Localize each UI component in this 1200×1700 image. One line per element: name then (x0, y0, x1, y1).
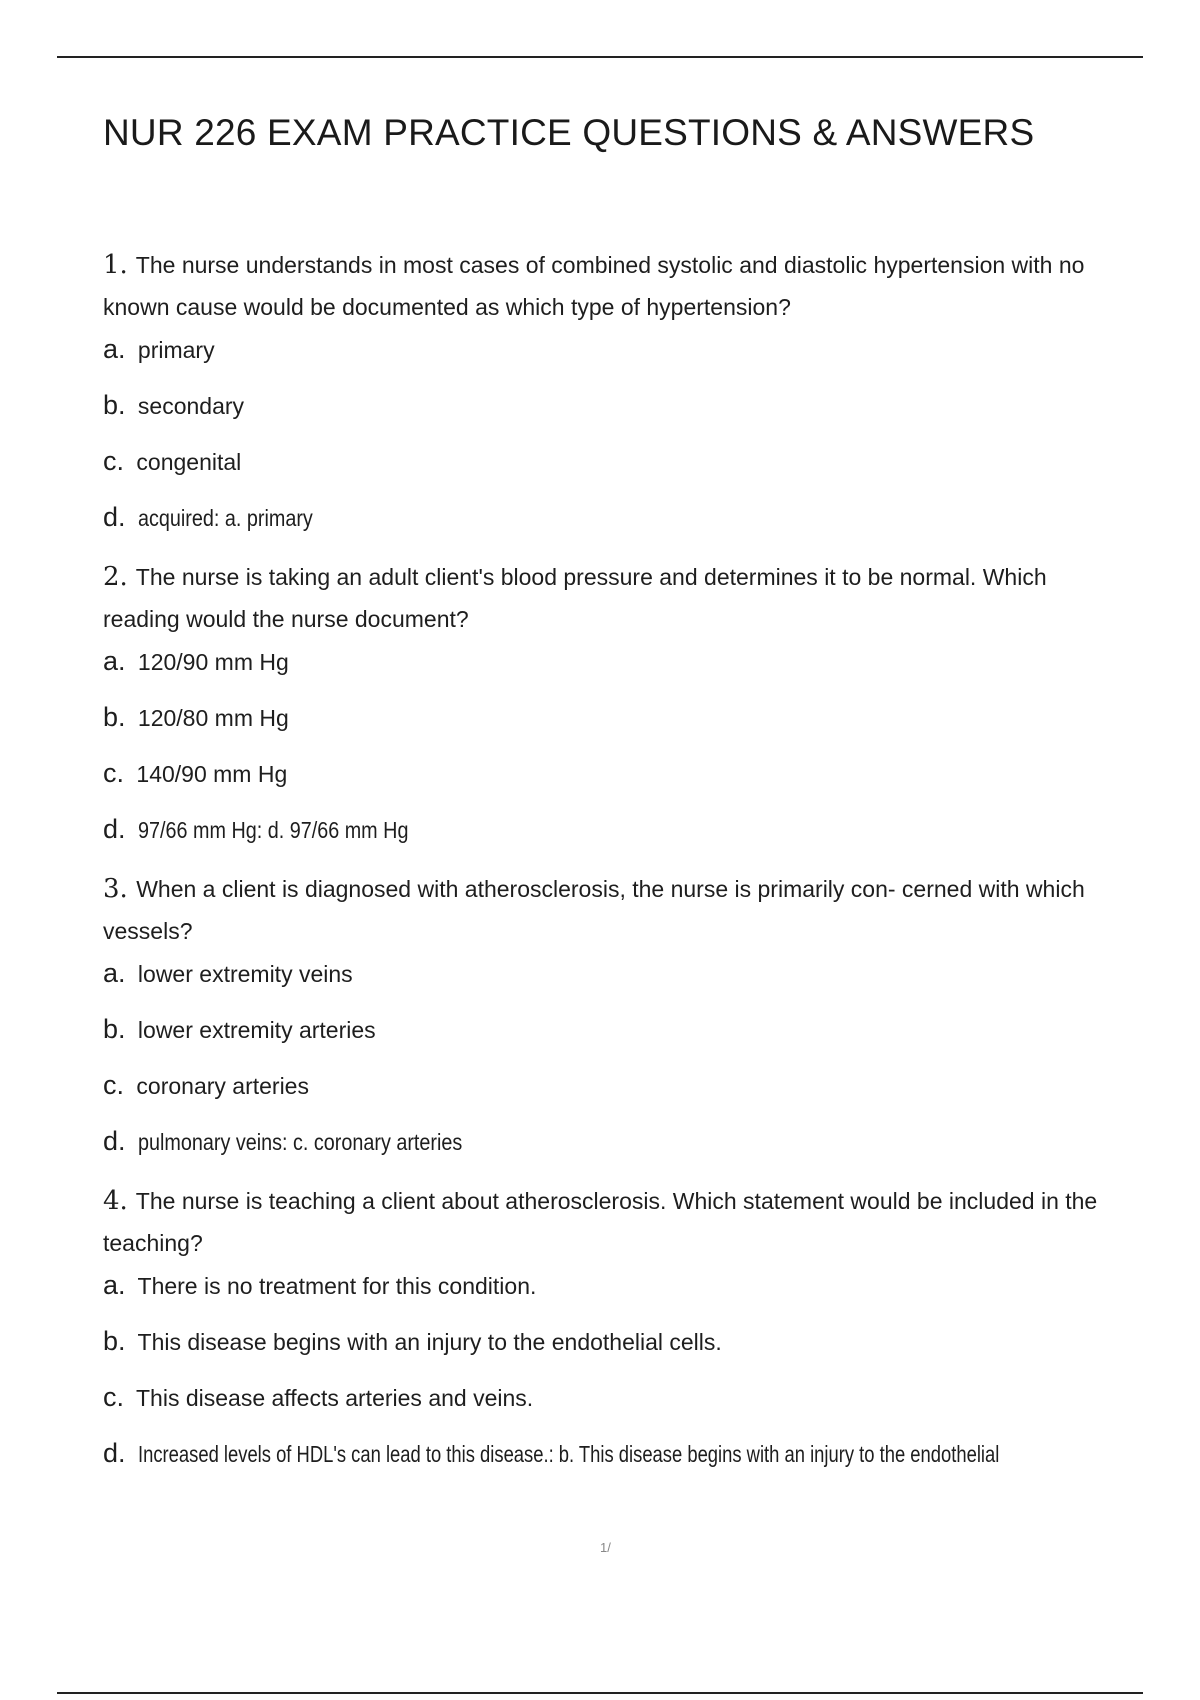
question-number: 2. (103, 562, 128, 592)
option-text: secondary (137, 393, 245, 419)
option-letter: d. (103, 1438, 126, 1468)
answer-option-d (103, 500, 1123, 556)
question-number: 1. (103, 250, 128, 280)
question-number: 3. (103, 874, 128, 904)
option-text-with-answer: 97/66 mm Hg: d. 97/66 mm Hg (137, 817, 409, 843)
answer-option-c (103, 1380, 1123, 1436)
option-text: coronary arteries (136, 1073, 309, 1099)
answer-option-b (103, 388, 1123, 444)
option-text: congenital (136, 449, 242, 475)
option-letter: a. (103, 646, 126, 676)
option-text: There is no treatment for this condition. (137, 1273, 537, 1299)
answer-option-d (103, 1124, 1123, 1180)
option-letter: b. (103, 702, 126, 732)
option-text: This disease affects arteries and veins. (136, 1385, 534, 1411)
option-letter: d. (103, 1126, 126, 1156)
document-title: NUR 226 EXAM PRACTICE QUESTIONS & ANSWERS (103, 112, 1035, 153)
option-text-with-answer: pulmonary veins: c. coronary arteries (137, 1129, 463, 1155)
question-number: 4. (103, 1186, 128, 1216)
answer-option-c (103, 1068, 1123, 1124)
question-list (103, 244, 1123, 1492)
answer-option-b (103, 1012, 1123, 1068)
question-stem (103, 1180, 1123, 1264)
option-text: lower extremity arteries (137, 1017, 376, 1043)
option-text: 120/90 mm Hg (137, 649, 289, 675)
bottom-rule (57, 1692, 1143, 1694)
option-text: primary (137, 337, 215, 363)
answer-options (103, 956, 1123, 1180)
question-text: The nurse is teaching a client about atherosclerosis. Which statement would be included in the teaching? (103, 1188, 1098, 1256)
option-text-with-answer: acquired: a. primary (137, 505, 313, 531)
answer-option-a (103, 332, 1123, 388)
question-text: When a client is diagnosed with atherosclerosis, the nurse is primarily con- cerned with which vessels? (103, 876, 1085, 944)
question-text: The nurse is taking an adult client's blood pressure and determines it to be normal. Which reading would the nurse document? (103, 564, 1047, 632)
answer-option-b (103, 700, 1123, 756)
answer-option-d (103, 812, 1123, 868)
option-letter: b. (103, 1326, 126, 1356)
option-letter: d. (103, 814, 126, 844)
option-letter: b. (103, 390, 126, 420)
answer-option-a (103, 644, 1123, 700)
option-letter: b. (103, 1014, 126, 1044)
question-4 (103, 1180, 1123, 1492)
option-letter: c. (103, 446, 125, 476)
option-letter: a. (103, 958, 126, 988)
option-letter: c. (103, 1070, 125, 1100)
answer-option-c (103, 756, 1123, 812)
question-stem (103, 556, 1123, 640)
option-letter: d. (103, 502, 126, 532)
answer-option-a (103, 1268, 1123, 1324)
option-text: 140/90 mm Hg (136, 761, 288, 787)
answer-options (103, 644, 1123, 868)
option-letter: a. (103, 334, 126, 364)
question-stem (103, 244, 1123, 328)
question-1 (103, 244, 1123, 556)
answer-options (103, 1268, 1123, 1492)
question-text: The nurse understands in most cases of combined systolic and diastolic hypertension with no known cause would be documented as which type of hypertension? (103, 252, 1085, 320)
question-3 (103, 868, 1123, 1180)
option-text: This disease begins with an injury to the endothelial cells. (137, 1329, 722, 1355)
option-letter: c. (103, 758, 125, 788)
page-number: 1/ (600, 1540, 611, 1555)
top-rule (57, 56, 1143, 58)
answer-options (103, 332, 1123, 556)
answer-option-c (103, 444, 1123, 500)
option-text: 120/80 mm Hg (137, 705, 289, 731)
option-text-with-answer: Increased levels of HDL's can lead to this disease.: b. This disease begins with an injury to the endothelial (137, 1441, 1000, 1467)
option-text: lower extremity veins (137, 961, 353, 987)
answer-option-a (103, 956, 1123, 1012)
question-2 (103, 556, 1123, 868)
option-letter: c. (103, 1382, 125, 1412)
question-stem (103, 868, 1123, 952)
answer-option-b (103, 1324, 1123, 1380)
answer-option-d (103, 1436, 1123, 1492)
option-letter: a. (103, 1270, 126, 1300)
